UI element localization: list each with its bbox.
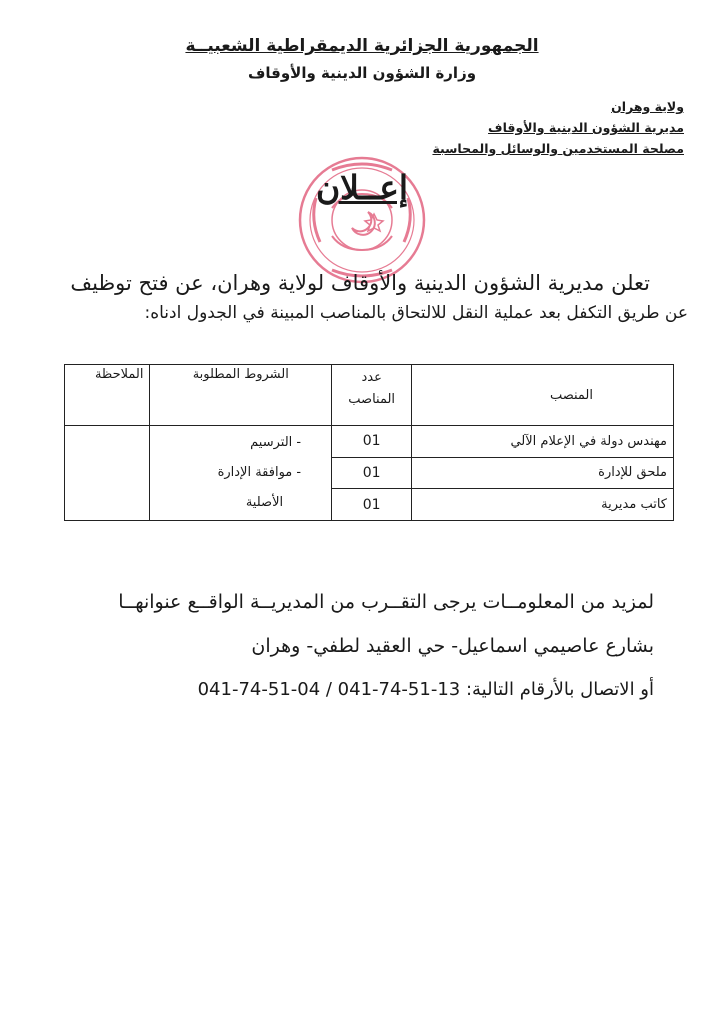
intro-line-2: عن طريق التكفل بعد عملية النقل للالتحاق بالمناصب المبينة في الجدول ادناه: xyxy=(144,303,688,323)
position-cell: ملحق للإدارة xyxy=(412,457,674,489)
positions-table xyxy=(64,364,674,521)
contact-line-3 xyxy=(34,668,654,712)
ministry-heading: وزارة الشؤون الدينية والأوقاف xyxy=(247,64,477,82)
contact-line-1: لمزيد من المعلومــات يرجى التقــرب من المديريــة الواقــع عنوانهــا xyxy=(118,591,654,613)
condition-1: - الترسيم xyxy=(250,435,302,450)
republic-heading xyxy=(0,36,724,56)
announcement-title xyxy=(0,168,724,207)
header-count-line-1: عدد xyxy=(361,370,382,385)
intro-line-1: تعلن مديرية الشؤون الدينية والأوقاف لولاية وهران، عن فتح توظيف xyxy=(70,271,650,295)
announcement-title-text: إعــلان xyxy=(315,168,409,207)
contact-line-2: بشارع عاصيمي اسماعيل- حي العقيد لطفي- وهران xyxy=(251,635,654,657)
contact-paragraph xyxy=(34,580,654,712)
header-conditions: الشروط المطلوبة xyxy=(150,365,332,426)
intro-paragraph xyxy=(28,268,688,328)
notes-cell xyxy=(65,426,150,521)
count-cell: 01 xyxy=(332,489,412,521)
table-row xyxy=(65,426,674,458)
contact-phone-numbers: 041-74-51-04 / 041-74-51-13 xyxy=(197,679,461,700)
table-header-row xyxy=(65,365,674,426)
condition-2: - موافقة الإدارة xyxy=(217,465,302,480)
sender-service: مصلحة المستخدمين والوسائل والمحاسبة xyxy=(432,141,684,156)
sender-wilaya: ولاية وهران xyxy=(611,99,684,114)
condition-3: الأصلية xyxy=(245,495,284,510)
count-cell: 01 xyxy=(332,457,412,489)
count-cell: 01 xyxy=(332,426,412,458)
sender-directorate: مديرية الشؤون الدينية والأوقاف xyxy=(488,120,684,135)
header-notes: الملاحظة xyxy=(65,365,150,426)
header-count xyxy=(332,365,412,426)
header-count-line-2: المناصب xyxy=(348,392,396,407)
position-cell: مهندس دولة في الإعلام الآلي xyxy=(412,426,674,458)
republic-heading-text: الجمهورية الجزائرية الديمقراطية الشعبيــة xyxy=(185,36,539,56)
position-cell: كاتب مديرية xyxy=(412,489,674,521)
conditions-cell xyxy=(150,426,332,521)
contact-phones-label: أو الاتصال بالأرقام التالية: xyxy=(465,679,654,700)
header-position: المنصب xyxy=(412,365,674,426)
